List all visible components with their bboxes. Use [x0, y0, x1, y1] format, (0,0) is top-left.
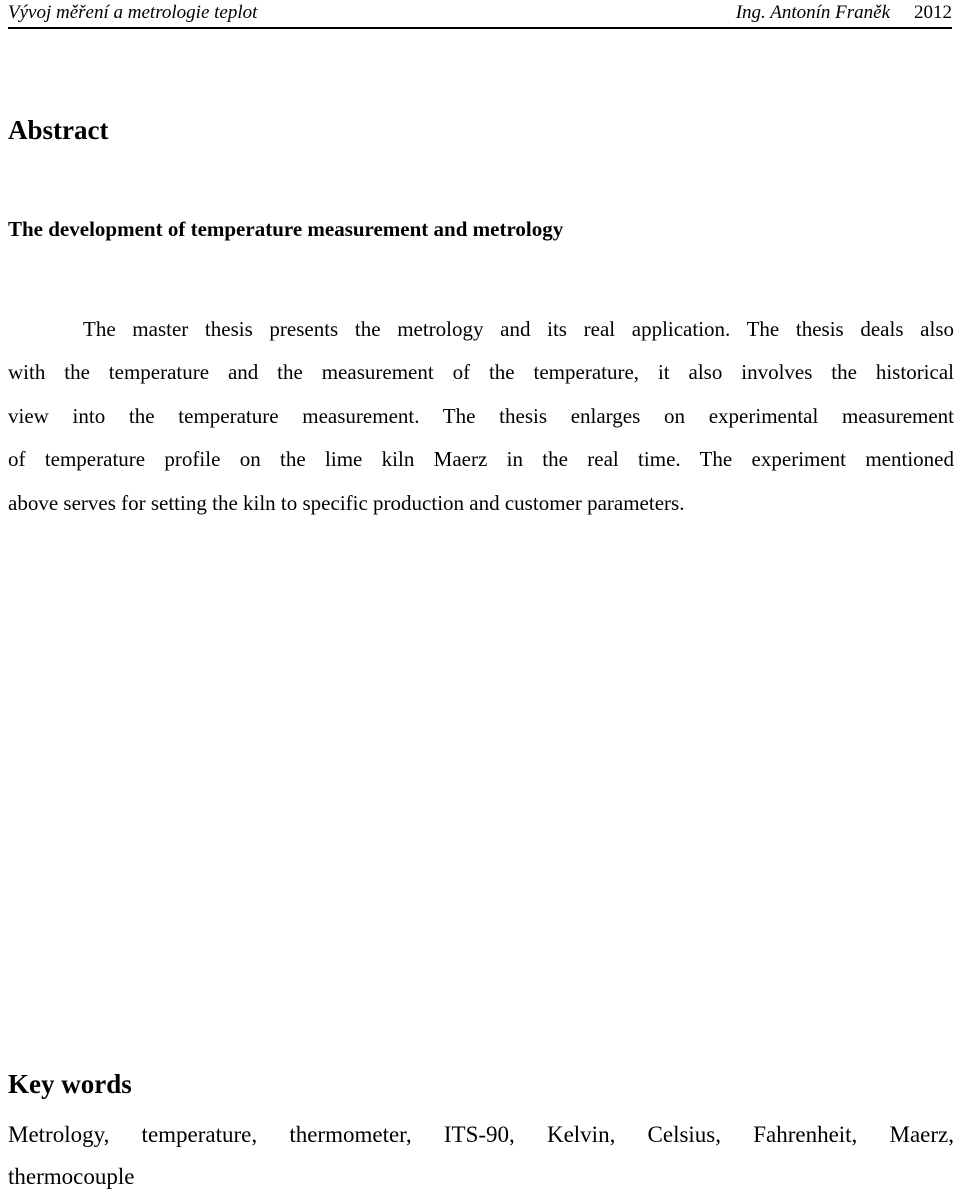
keywords-line: thermocouple [8, 1164, 135, 1189]
header-author: Ing. Antonín Franěk [735, 2, 890, 23]
abstract-body [8, 308, 954, 525]
page-header [8, 0, 952, 29]
header-title: Vývoj měření a metrologie teplot [8, 2, 258, 23]
abstract-line: of temperature profile on the lime kiln Maerz in the real time. The experiment mentioned [8, 447, 954, 472]
abstract-line: The master thesis presents the metrology and its real application. The thesis deals also [83, 317, 954, 341]
abstract-line: above serves for setting the kiln to specific production and customer parameters. [8, 490, 685, 515]
abstract-line: view into the temperature measurement. The thesis enlarges on experimental measurement [8, 403, 954, 428]
thesis-title: The development of temperature measurement and metrology [8, 217, 564, 241]
abstract-heading: Abstract [8, 115, 109, 145]
keywords-list [8, 1114, 954, 1198]
header-year: 2012 [914, 2, 952, 23]
abstract-line: with the temperature and the measurement of the temperature, it also involves the historical [8, 360, 954, 385]
keywords-line: Metrology, temperature, thermometer, ITS-90, Kelvin, Celsius, Fahrenheit, Maerz, [8, 1122, 954, 1147]
keywords-heading: Key words [8, 1069, 132, 1099]
